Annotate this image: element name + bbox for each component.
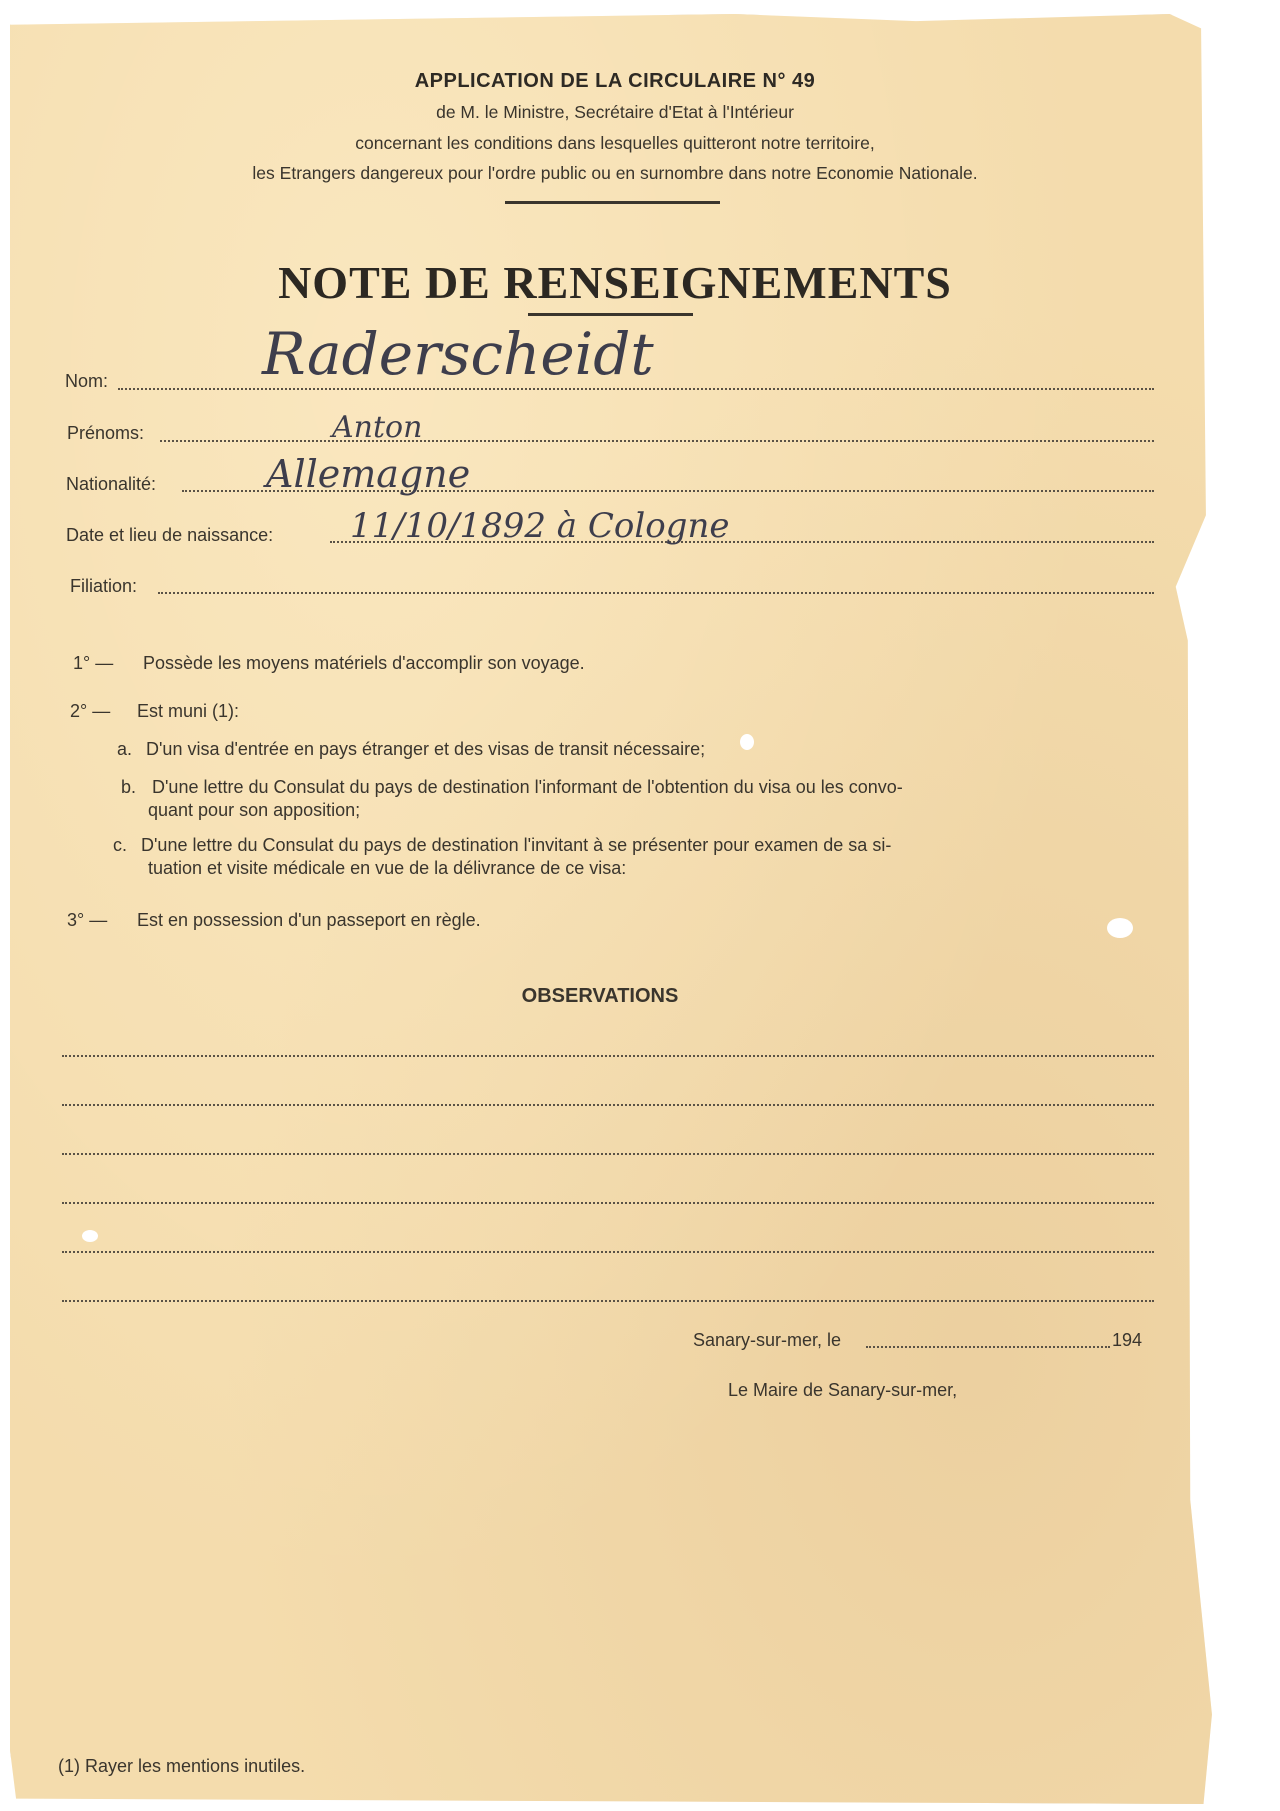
nom-value: Raderscheidt: [262, 320, 654, 388]
maire-label: Le Maire de Sanary-sur-mer,: [728, 1380, 958, 1400]
item2a-text: D'un visa d'entrée en pays étranger et des visas de transit nécessaire;: [146, 739, 706, 759]
nom-line: [118, 388, 1154, 390]
item2b-letter: b.: [121, 777, 137, 797]
item2-text: Est muni (1):: [137, 701, 240, 721]
paper-hole: [82, 1230, 98, 1242]
nationalite-value: Allemagne: [266, 452, 471, 496]
item3-text: Est en possession d'un passeport en règle.: [137, 910, 481, 930]
item2c-line2: tuation et visite médicale en vue de la délivrance de ce visa:: [148, 858, 627, 878]
title-underline: [528, 313, 693, 316]
prenoms-label: Prénoms:: [67, 423, 145, 443]
header-divider: [505, 201, 720, 204]
header-line-conditions: concernant les conditions dans lesquelles quitteront notre territoire,: [355, 133, 875, 153]
header-line-minister: de M. le Ministre, Secrétaire d'Etat à l'Intérieur: [436, 102, 794, 122]
date-line: [866, 1346, 1110, 1348]
circular-title: APPLICATION DE LA CIRCULAIRE N° 49: [414, 70, 816, 92]
page-title: NOTE DE RENSEIGNEMENTS: [278, 257, 952, 308]
observations-heading: OBSERVATIONS: [521, 985, 679, 1007]
filiation-line: [158, 592, 1154, 594]
paper-hole: [1107, 918, 1133, 938]
item2c-line1: D'une lettre du Consulat du pays de destination l'invitant à se présenter pour examen de sa si-: [141, 835, 892, 855]
prenoms-line: [160, 440, 1154, 442]
observation-line: [62, 1153, 1154, 1155]
naissance-value: 11/10/1892 à Cologne: [350, 506, 730, 546]
item1-text: Possède les moyens matériels d'accomplir son voyage.: [143, 653, 585, 673]
item2c-letter: c.: [113, 835, 128, 855]
observation-line: [62, 1202, 1154, 1204]
year-prefix: 194: [1112, 1330, 1143, 1350]
observation-line: [62, 1251, 1154, 1253]
item1-number: 1° —: [73, 653, 114, 673]
observation-line: [62, 1055, 1154, 1057]
header-line-etrangers: les Etrangers dangereux pour l'ordre public ou en surnombre dans notre Economie Nationale.: [252, 163, 978, 183]
footnote: (1) Rayer les mentions inutiles.: [58, 1756, 306, 1776]
item3-number: 3° —: [67, 910, 108, 930]
place-date-label: Sanary-sur-mer, le: [693, 1330, 842, 1350]
nom-label: Nom:: [65, 371, 109, 391]
observation-line: [62, 1300, 1154, 1302]
naissance-label: Date et lieu de naissance:: [66, 525, 274, 545]
prenoms-value: Anton: [332, 410, 423, 445]
item2b-line1: D'une lettre du Consulat du pays de destination l'informant de l'obtention du visa ou les convo-: [152, 777, 903, 797]
nationalite-label: Nationalité:: [66, 474, 157, 494]
item2-number: 2° —: [70, 701, 111, 721]
filiation-label: Filiation:: [70, 576, 138, 596]
item2a-letter: a.: [117, 739, 133, 759]
paper-hole: [740, 734, 754, 750]
observation-line: [62, 1104, 1154, 1106]
item2b-line2: quant pour son apposition;: [148, 800, 361, 820]
